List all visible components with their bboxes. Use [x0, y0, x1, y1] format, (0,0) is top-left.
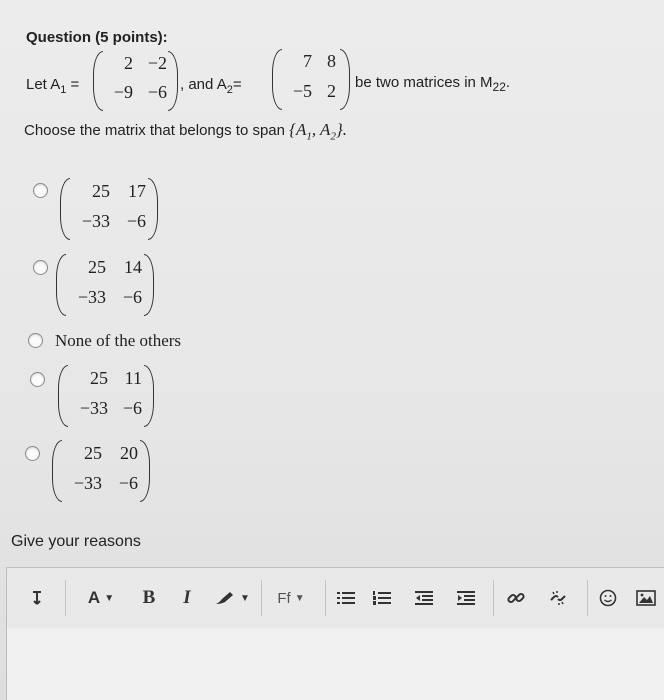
and-text: , and A	[180, 76, 227, 93]
matrix-a1-cell: −6	[147, 82, 167, 102]
unlink-icon	[549, 589, 567, 607]
matrix-a1-cell: 2	[124, 53, 133, 73]
emoji-icon	[599, 589, 617, 607]
option-matrix-cell: −6	[126, 211, 146, 231]
equals-sign-2: =	[232, 76, 242, 93]
right-paren	[144, 365, 154, 427]
be-text: be two matrices in M	[355, 74, 493, 91]
span-sub2: 2	[330, 130, 336, 143]
indent-button[interactable]	[453, 568, 479, 628]
span-comma: , A	[311, 120, 331, 139]
matrix-a2	[272, 49, 350, 110]
span-set	[289, 120, 347, 143]
option-matrix-cell: −33	[77, 287, 106, 307]
reasons-label: Give your reasons	[11, 533, 141, 550]
matrix-a2-cell: 2	[327, 81, 336, 101]
font-color-icon: A	[87, 588, 101, 607]
right-paren	[340, 49, 350, 110]
left-paren	[52, 440, 62, 502]
a1-subscript: 1	[60, 84, 67, 96]
outdent-icon	[415, 590, 433, 606]
option-matrix-cell: −6	[118, 473, 138, 493]
editor-toolbar	[6, 567, 664, 629]
space-subscript: 22	[492, 80, 506, 94]
option-5-matrix[interactable]	[52, 440, 150, 502]
option-matrix-cell: 25	[90, 368, 108, 388]
left-paren	[56, 254, 66, 316]
option-matrix-cell: −33	[79, 398, 108, 418]
numbered-list-button[interactable]	[369, 568, 395, 628]
right-paren	[144, 254, 154, 316]
let-text: Let A	[26, 76, 61, 93]
caret-icon: ▼	[240, 592, 250, 604]
option-matrix-cell: 17	[128, 181, 146, 201]
reasons-editor[interactable]	[6, 628, 664, 700]
emoji-button[interactable]	[595, 568, 621, 628]
matrix-a1-cell: −2	[147, 53, 167, 73]
option-matrix-cell: 25	[84, 443, 102, 463]
matrix-a2-cell: −5	[292, 81, 312, 101]
option-1-radio[interactable]	[33, 183, 48, 198]
link-icon	[507, 589, 525, 607]
font-family-button[interactable]	[269, 568, 313, 628]
option-matrix-cell: −33	[73, 473, 102, 493]
paragraph-icon	[31, 590, 43, 606]
option-matrix-cell: 25	[88, 257, 106, 277]
numbered-list-icon	[373, 590, 391, 606]
option-matrix-cell: −6	[122, 398, 142, 418]
paragraph-button[interactable]	[25, 568, 49, 628]
right-paren	[140, 440, 150, 502]
span-close: }.	[335, 120, 347, 139]
option-matrix-cell: 11	[124, 368, 142, 388]
matrix-a2-cell: 7	[303, 51, 312, 71]
image-icon	[636, 590, 656, 606]
outdent-button[interactable]	[411, 568, 437, 628]
left-paren	[93, 51, 103, 111]
toolbar-divider	[65, 580, 66, 616]
equals-sign-1: =	[70, 76, 80, 93]
right-paren	[148, 178, 158, 240]
option-matrix-cell: 20	[120, 443, 138, 463]
bullet-list-button[interactable]	[333, 568, 359, 628]
option-2-matrix[interactable]	[56, 254, 154, 316]
instruction-text: Choose the matrix that belongs to span	[24, 122, 285, 139]
option-matrix-cell: 14	[124, 257, 142, 277]
a2-subscript: 2	[226, 84, 233, 96]
span-sub1: 1	[306, 130, 312, 143]
italic-button[interactable]: I	[183, 587, 191, 608]
matrix-a1-cell: −9	[113, 82, 133, 102]
font-color-button[interactable]	[79, 568, 123, 628]
link-button[interactable]	[503, 568, 529, 628]
left-paren	[58, 365, 68, 427]
option-4-radio[interactable]	[30, 372, 45, 387]
option-3-radio[interactable]	[28, 333, 43, 348]
period: .	[505, 74, 511, 91]
option-matrix-cell: 25	[92, 181, 110, 201]
left-paren	[60, 178, 70, 240]
matrix-a2-cell: 8	[327, 51, 336, 71]
font-family-icon: Ff	[277, 589, 291, 607]
and-label	[180, 76, 242, 96]
matrix-a1	[93, 51, 178, 111]
toolbar-divider	[587, 580, 588, 616]
caret-icon: ▼	[294, 592, 305, 604]
bold-button[interactable]: B	[142, 587, 156, 608]
caret-icon: ▼	[104, 592, 115, 604]
highlight-brush-icon	[214, 590, 236, 606]
let-label	[26, 76, 79, 96]
toolbar-divider	[325, 580, 326, 616]
option-1-matrix[interactable]	[60, 178, 158, 240]
image-button[interactable]	[633, 568, 659, 628]
toolbar-divider	[493, 580, 494, 616]
question-title: Question (5 points):	[26, 29, 168, 46]
span-open: {A	[289, 120, 307, 139]
option-matrix-cell: −6	[122, 287, 142, 307]
toolbar-divider	[261, 580, 262, 616]
bullet-list-icon	[337, 590, 355, 606]
option-5-radio[interactable]	[25, 446, 40, 461]
option-none-label[interactable]: None of the others	[55, 331, 182, 350]
highlight-button[interactable]	[207, 568, 257, 628]
right-paren	[168, 51, 178, 111]
option-matrix-cell: −33	[81, 211, 110, 231]
option-2-radio[interactable]	[33, 260, 48, 275]
instruction	[24, 120, 347, 142]
be-two-matrices-text	[355, 74, 510, 94]
left-paren	[272, 49, 282, 110]
option-4-matrix[interactable]	[58, 365, 154, 427]
indent-icon	[457, 590, 475, 606]
unlink-button[interactable]	[545, 568, 571, 628]
